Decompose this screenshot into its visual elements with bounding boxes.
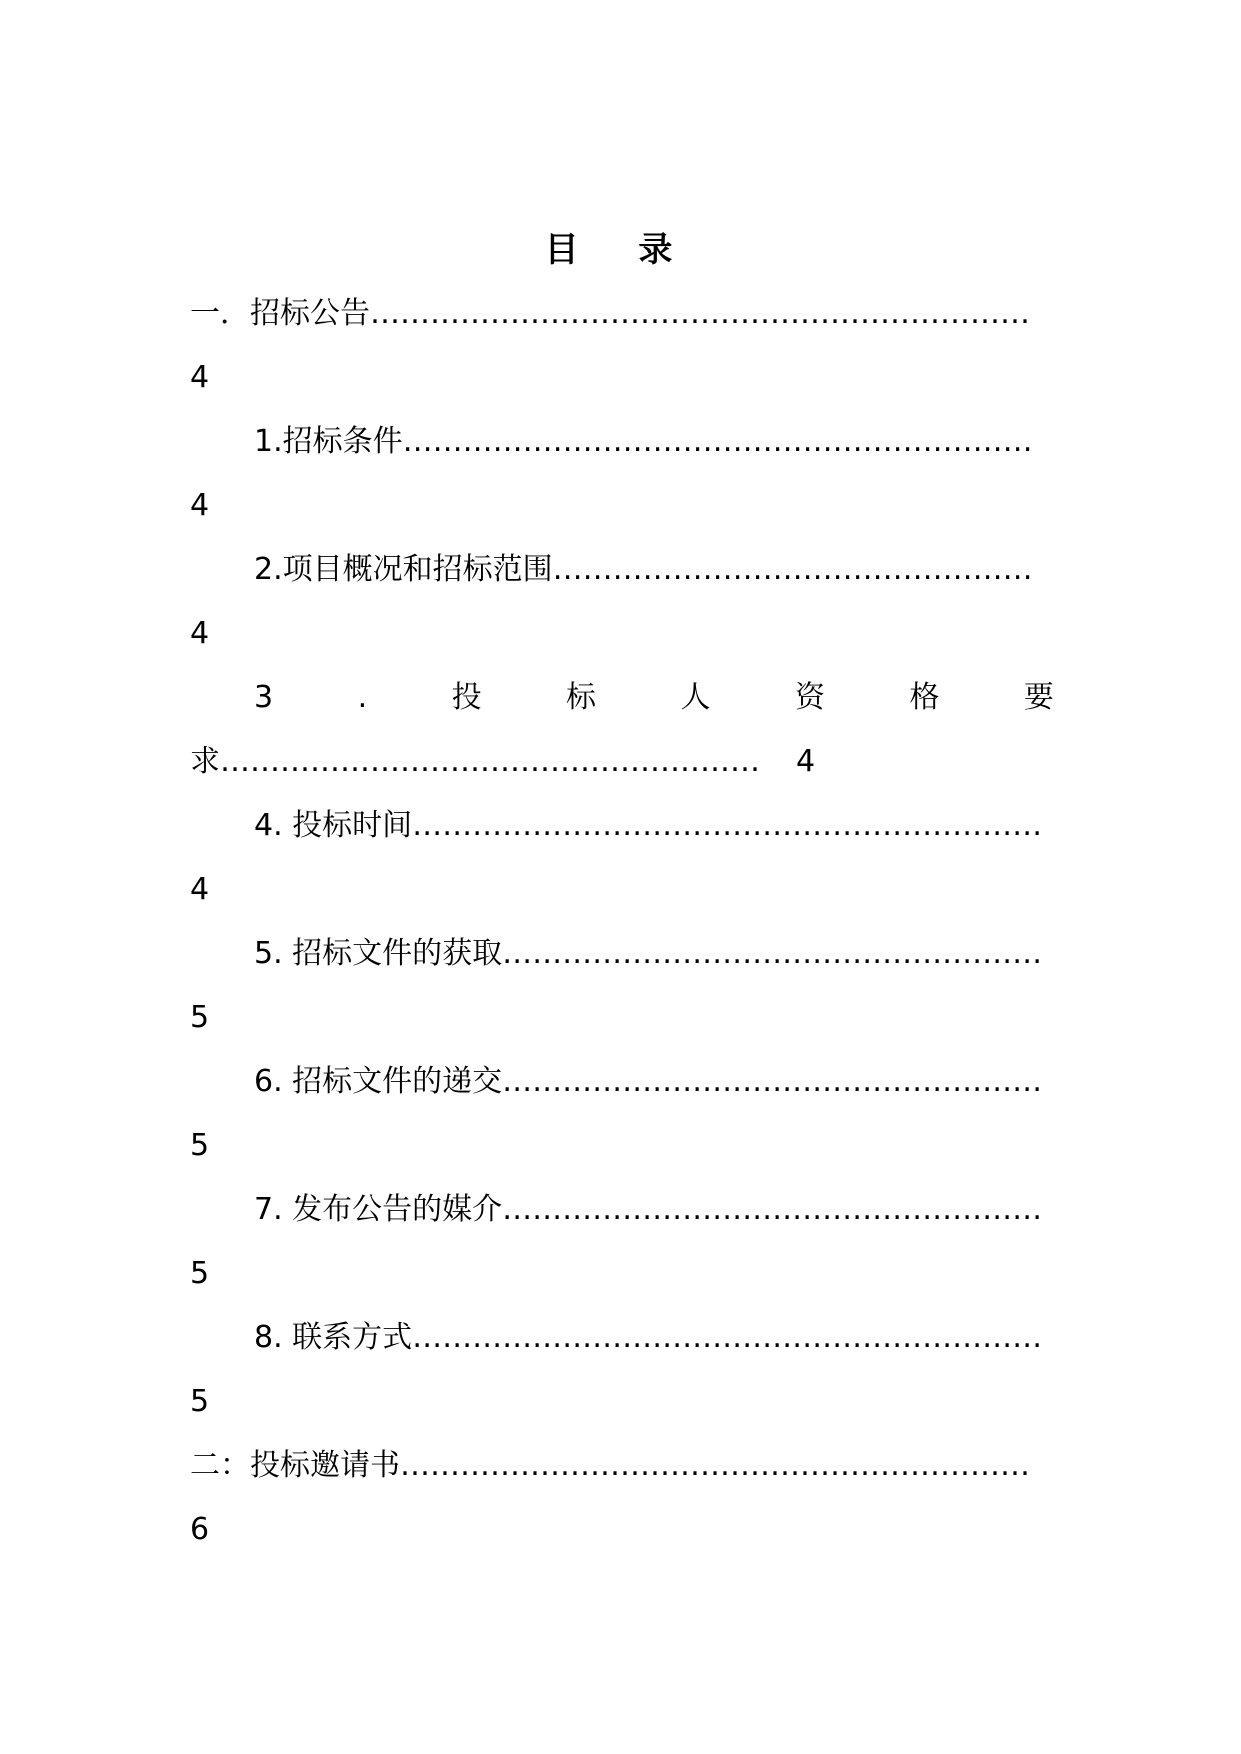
toc-entry-label: 二：投标邀请书 — [190, 1448, 400, 1483]
toc-leader-dots: ………………………………………………………… — [370, 296, 1030, 331]
toc-page-number: 5 — [190, 1256, 210, 1291]
toc-entry-label: 一．招标公告 — [190, 296, 370, 331]
toc-entry-label: 7. 发布公告的媒介 — [254, 1192, 503, 1227]
toc-entry — [254, 550, 1033, 590]
toc-entry-char: 标 — [566, 680, 597, 715]
toc-entry — [254, 422, 1033, 462]
toc-entry-label: 求 — [190, 744, 220, 779]
toc-leader-dots: ……………………………………………………… — [412, 808, 1043, 843]
toc-entry-label: 4. 投标时间 — [254, 808, 413, 843]
toc-page-number: 4 — [796, 744, 816, 779]
toc-entry — [254, 1190, 1042, 1230]
toc-page-number: 4 — [190, 872, 210, 907]
toc-leader-dots: ……………………………………………………… — [412, 1320, 1043, 1355]
toc-entry-char: 资 — [794, 680, 825, 715]
toc-entry-char: 人 — [680, 680, 711, 715]
toc-page-number: 4 — [190, 616, 210, 651]
toc-leader-dots: ………………………………………… — [552, 552, 1033, 587]
toc-entry — [254, 1062, 1042, 1102]
toc-entry — [190, 1446, 1030, 1486]
toc-entry-label: 2.项目概况和招标范围 — [254, 552, 553, 587]
toc-leader-dots: ……………………………………………………… — [402, 424, 1033, 459]
toc-leader-dots: ……………………………………………… — [502, 936, 1043, 971]
toc-entry-label: 6. 招标文件的递交 — [254, 1064, 503, 1099]
toc-page-number: 4 — [190, 360, 210, 395]
toc-page-number: 6 — [190, 1512, 210, 1547]
toc-entry-char: 要 — [1023, 680, 1054, 715]
toc-entry-char: . — [357, 680, 368, 715]
toc-page-number: 4 — [190, 488, 210, 523]
toc-title: 目 录 — [544, 230, 697, 270]
toc-leader-dots: ……………………………………………… — [502, 1064, 1043, 1099]
toc-entry-char: 3 — [254, 680, 274, 715]
toc-entry — [254, 934, 1042, 974]
toc-entry — [254, 806, 1042, 846]
toc-entry — [190, 294, 1030, 334]
toc-entry-label: 1.招标条件 — [254, 424, 403, 459]
toc-page-number: 5 — [190, 1000, 210, 1035]
toc-entry-label: 8. 联系方式 — [254, 1320, 413, 1355]
toc-entry-continuation — [190, 742, 815, 782]
toc-page-number: 5 — [190, 1128, 210, 1163]
toc-entry-label: 5. 招标文件的获取 — [254, 936, 503, 971]
toc-entry-char: 格 — [909, 680, 940, 715]
toc-leader-dots: ……………………………………………………… — [400, 1448, 1030, 1483]
toc-page-number: 5 — [190, 1384, 210, 1419]
toc-leader-dots: ……………………………………………… — [220, 744, 760, 779]
toc-entry — [254, 1318, 1042, 1358]
toc-leader-dots: ……………………………………………… — [502, 1192, 1043, 1227]
toc-entry-justified — [254, 678, 1054, 718]
toc-entry-char: 投 — [451, 680, 482, 715]
